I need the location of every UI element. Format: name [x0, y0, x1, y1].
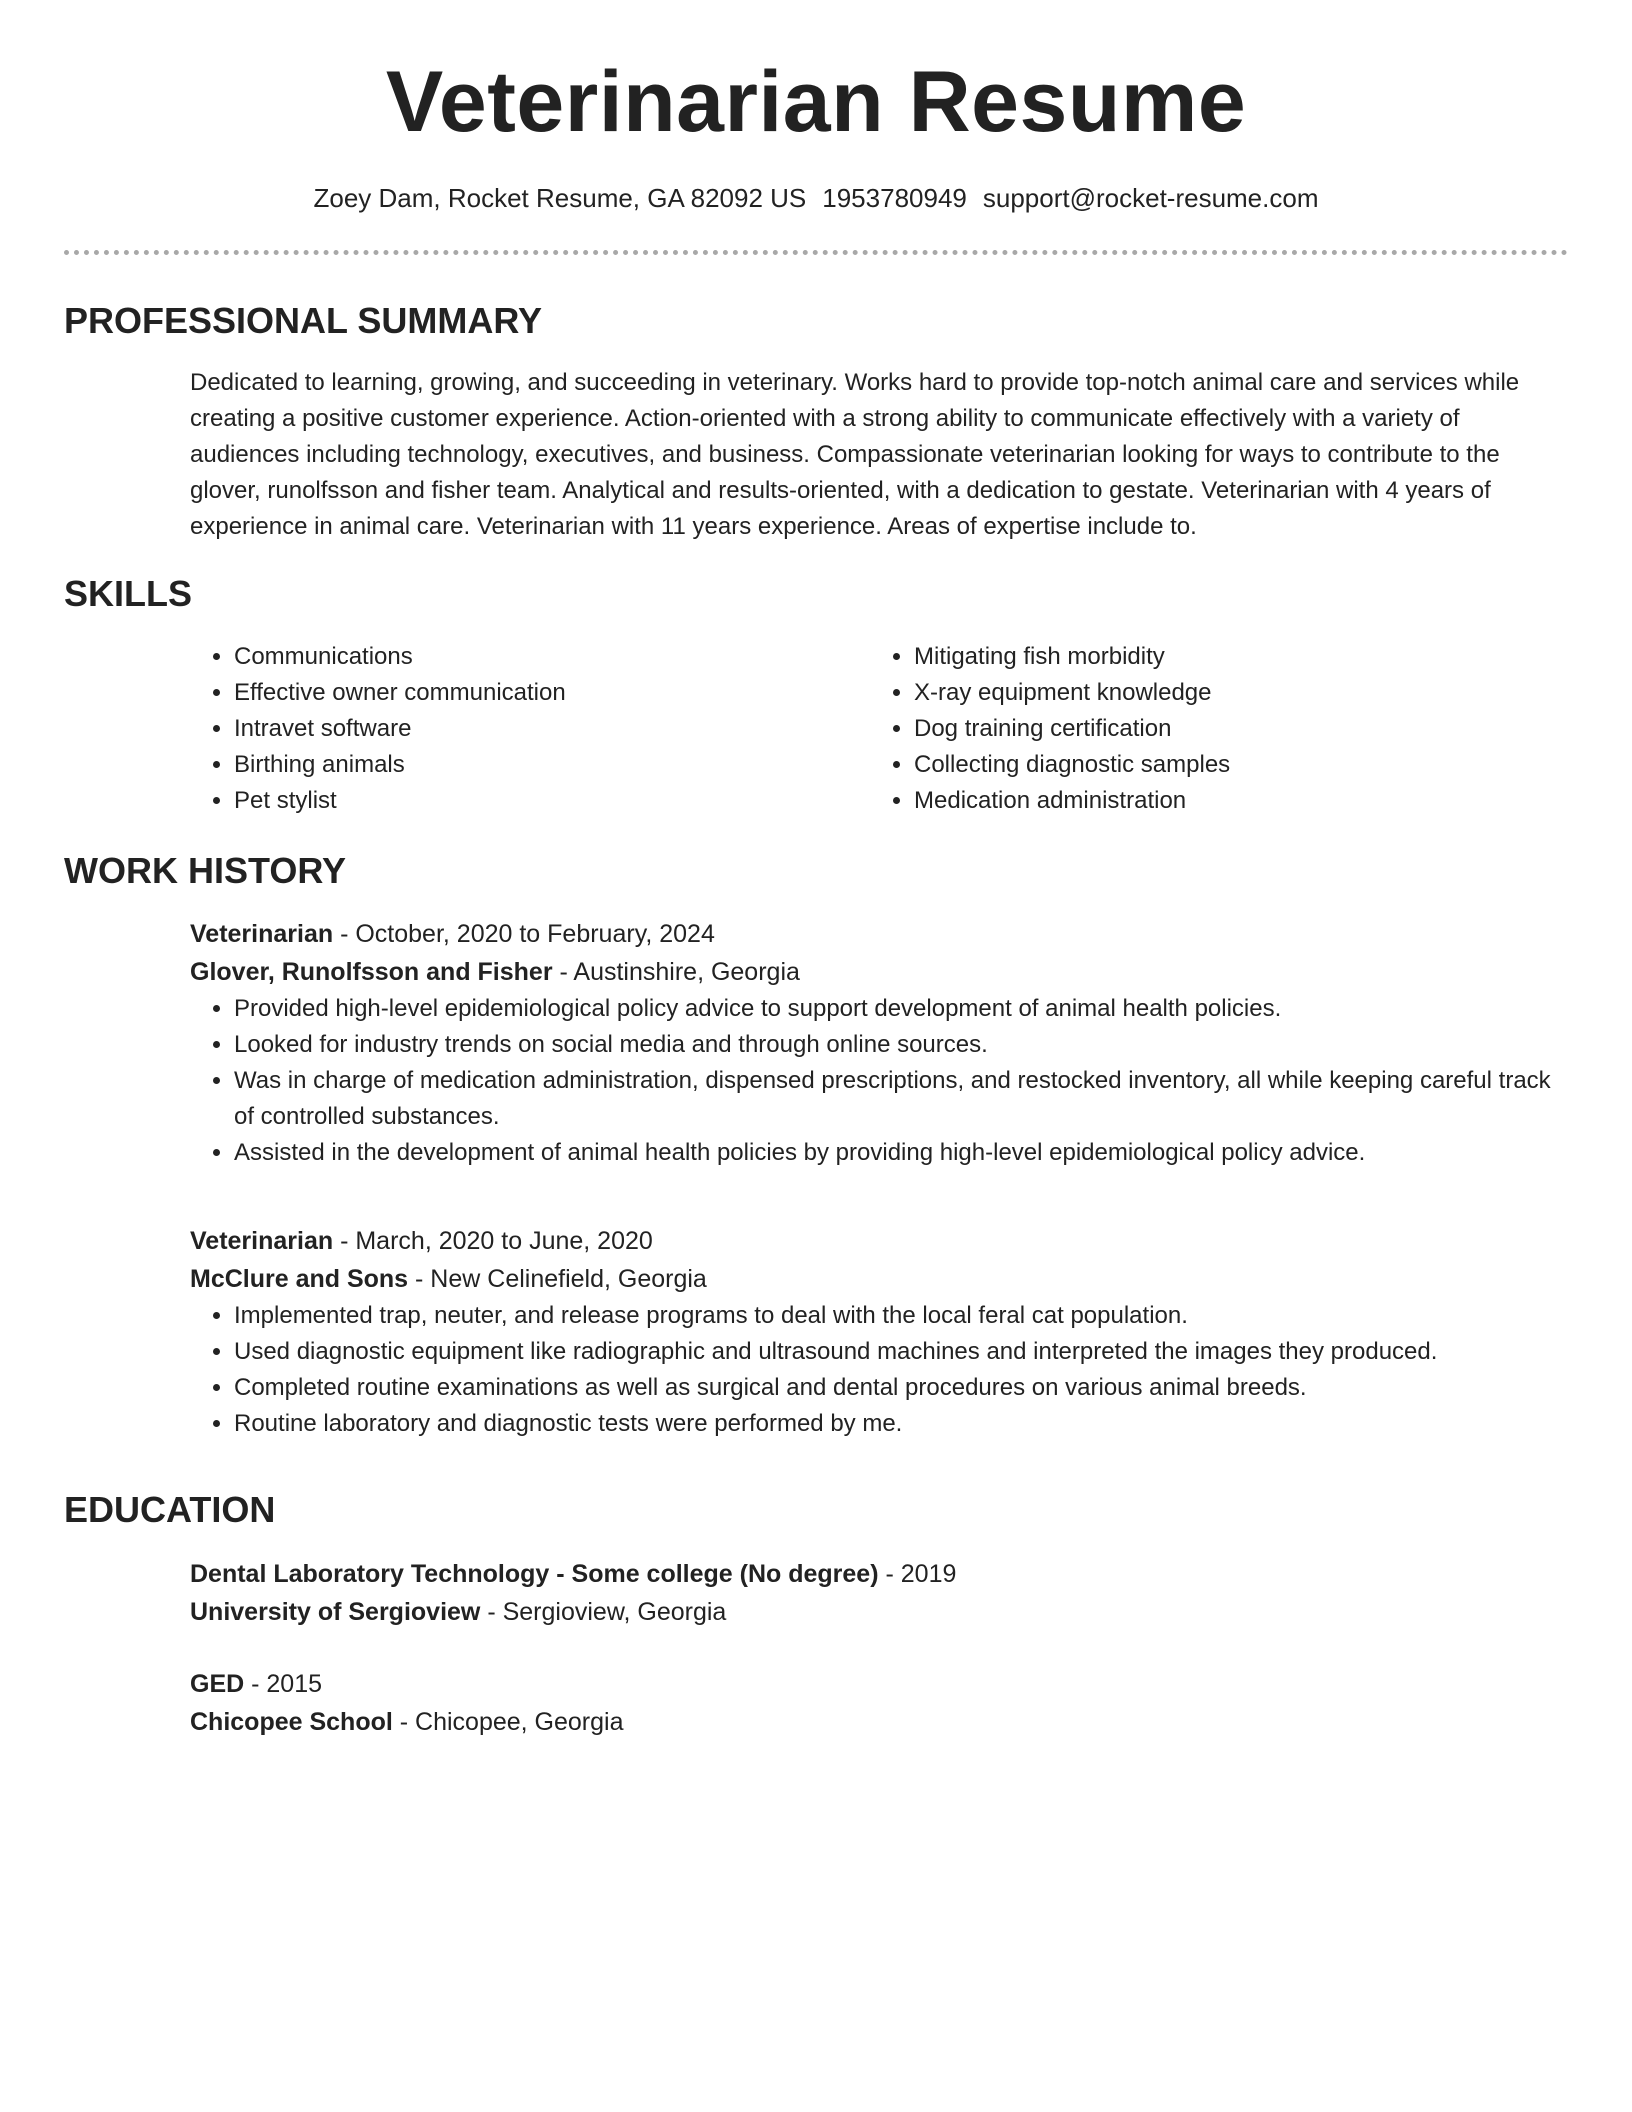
- job-title: Veterinarian: [190, 1227, 334, 1255]
- job-duty: • Implemented trap, neuter, and release programs to deal with the local feral cat population.: [234, 1298, 1568, 1334]
- summary-heading: PROFESSIONAL SUMMARY: [64, 300, 543, 341]
- degree: Dental Laboratory Technology - Some college (No degree): [190, 1560, 879, 1588]
- skill-item: • Dog training certification: [914, 711, 1510, 747]
- skill-item: • Effective owner communication: [234, 675, 830, 711]
- education-entry: [190, 1555, 1568, 1631]
- job-dates: - March, 2020 to June, 2020: [333, 1227, 653, 1255]
- skill-item: • Intravet software: [234, 711, 830, 747]
- job-duty: • Routine laboratory and diagnostic tests were performed by me.: [234, 1406, 1568, 1442]
- skills-left-list: [190, 639, 830, 819]
- degree: GED: [190, 1670, 245, 1698]
- education-heading: EDUCATION: [64, 1489, 276, 1530]
- job-title: Veterinarian: [190, 920, 334, 948]
- education-entry: [190, 1665, 1568, 1741]
- skill-item: • Mitigating fish morbidity: [914, 639, 1510, 675]
- job-location: - New Celinefield, Georgia: [408, 1265, 707, 1293]
- job-duties-list: [190, 991, 1568, 1171]
- skills-left-column: [190, 639, 830, 819]
- job-duty: • Looked for industry trends on social media and through online sources.: [234, 1027, 1568, 1063]
- skills-heading: SKILLS: [64, 573, 193, 614]
- job-duties-list: [190, 1298, 1568, 1442]
- job-dates: - October, 2020 to February, 2024: [333, 920, 715, 948]
- summary-text: Dedicated to learning, growing, and succeeding in veterinary. Works hard to provide top-notch animal care and services while creating a positive customer experience. Action-oriented with a strong ability to communicate effectively with a variety of audiences including technology, executives, and business. Compassionate veterinarian looking for ways to contribute to the glover, runolfsson and fisher team. Analytical and results-oriented, with a dedication to gestate. Veterinarian with 4 years of experience in animal care. Veterinarian with 11 years experience. Areas of expertise include to.: [190, 369, 1520, 540]
- skill-item: • Pet stylist: [234, 783, 830, 819]
- school-line: [190, 1593, 1568, 1631]
- summary-block: [190, 365, 1568, 545]
- job-title-line: [190, 1222, 1568, 1260]
- job-duty: • Completed routine examinations as well as surgical and dental procedures on various animal breeds.: [234, 1370, 1568, 1406]
- contact-line: [64, 178, 1568, 218]
- school: Chicopee School: [190, 1708, 393, 1736]
- contact-email[interactable]: support@rocket-resume.com: [982, 183, 1319, 213]
- job-title-line: [190, 915, 1568, 953]
- job-company: Glover, Runolfsson and Fisher: [190, 958, 553, 986]
- skill-item: • Collecting diagnostic samples: [914, 747, 1510, 783]
- skills-block: [190, 639, 1568, 819]
- header-divider: [64, 250, 1568, 255]
- job-duty: • Provided high-level epidemiological policy advice to support development of animal health policies.: [234, 991, 1568, 1027]
- job-entry: [190, 915, 1568, 1171]
- job-duty: • Assisted in the development of animal health policies by providing high-level epidemiological policy advice.: [234, 1135, 1568, 1171]
- skill-item: • Birthing animals: [234, 747, 830, 783]
- job-company: McClure and Sons: [190, 1265, 409, 1293]
- degree-year: - 2015: [244, 1670, 323, 1698]
- job-duty: • Was in charge of medication administration, dispensed prescriptions, and restocked inventory, all while keeping careful track of controlled substances.: [234, 1063, 1568, 1135]
- job-company-line: [190, 953, 1568, 991]
- degree-line: [190, 1665, 1568, 1703]
- work-history-heading: WORK HISTORY: [64, 850, 347, 891]
- skill-item: • Communications: [234, 639, 830, 675]
- skills-right-column: [870, 639, 1510, 819]
- degree-line: [190, 1555, 1568, 1593]
- school-location: - Sergioview, Georgia: [480, 1598, 727, 1626]
- skills-right-list: [870, 639, 1510, 819]
- job-company-line: [190, 1260, 1568, 1298]
- school-location: - Chicopee, Georgia: [392, 1708, 624, 1736]
- skill-item: • X-ray equipment knowledge: [914, 675, 1510, 711]
- contact-phone: 1953780949: [822, 183, 967, 213]
- resume-title: Veterinarian Resume: [385, 54, 1247, 150]
- school: University of Sergioview: [190, 1598, 481, 1626]
- job-entry: [190, 1222, 1568, 1442]
- degree-year: - 2019: [878, 1560, 957, 1588]
- job-location: - Austinshire, Georgia: [552, 958, 800, 986]
- school-line: [190, 1703, 1568, 1741]
- contact-address: Zoey Dam, Rocket Resume, GA 82092 US: [313, 183, 807, 213]
- skill-item: • Medication administration: [914, 783, 1510, 819]
- job-duty: • Used diagnostic equipment like radiographic and ultrasound machines and interpreted the images they produced.: [234, 1334, 1568, 1370]
